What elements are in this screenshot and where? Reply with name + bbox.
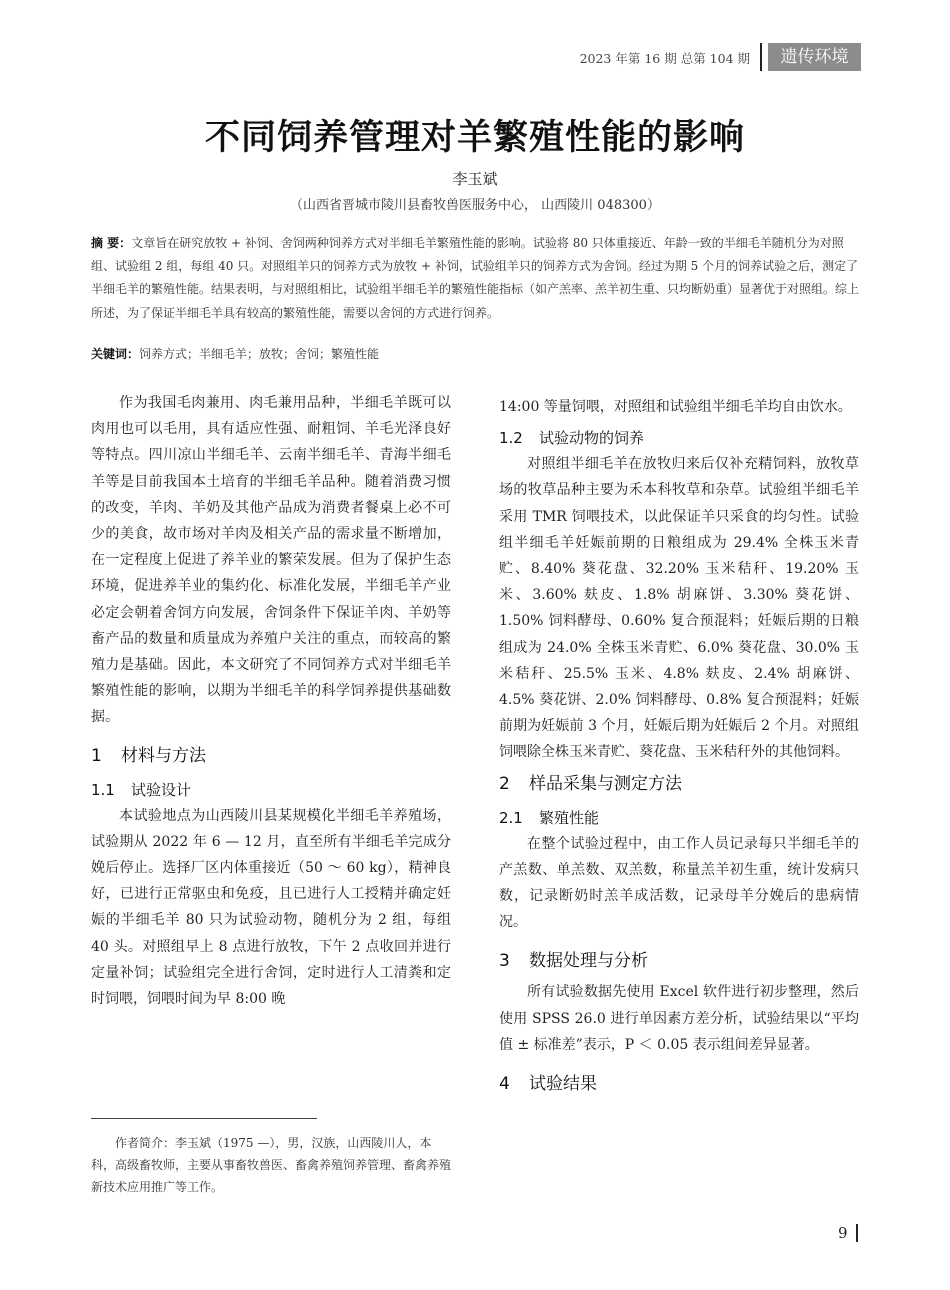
section-2-1-text: 在整个试验过程中，由工作人员记录每只半细毛羊的产羔数、单羔数、双羔数，称量羔羊初生重，统计发病只数，记录断奶时羔羊成活数，记录母羊分娩后的患病情况。 (499, 835, 859, 931)
abstract (91, 232, 861, 325)
intro-paragraph: 作为我国毛肉兼用、肉毛兼用品种，半细毛羊既可以肉用也可以毛用，具有适应性强、耐粗饲、羊毛光泽良好等特点。四川凉山半细毛羊、云南半细毛羊、青海半细毛羊等是目前我国本土培育的半细毛羊品种。随着消费习惯的改变，羊肉、羊奶及其他产品成为消费者餐桌上必不可少的美食，故市场对羊肉及相关产品的需求量不断增加，在一定程度上促进了养羊业的繁荣发展。但为了保护生态环境，促进养羊业的集约化、标准化发展，半细毛羊产业必定会朝着舍饲方向发展，舍饲条件下保证羊肉、羊奶等畜产品的数量和质量成为养殖户关注的重点，而较高的繁殖力是基础。因此，本文研究了不同饲养方式对半细毛羊繁殖性能的影响，以期为半细毛羊的科学饲养提供基础数据。 (91, 395, 451, 726)
article-title: 不同饲养管理对羊繁殖性能的影响 (204, 118, 745, 158)
footnote-divider (91, 1118, 317, 1119)
section-tag: 遗传环境 (768, 43, 861, 71)
issue-info: 2023 年第 16 期 总第 104 期 (579, 51, 750, 66)
author-footnote: 作者简介：李玉斌（1975 —），男，汉族，山西陵川人，本科，高级畜牧师，主要从事畜牧兽医、畜禽养殖饲养管理、畜禽养殖新技术应用推广等工作。 (91, 1136, 452, 1194)
keywords-label: 关键词： (91, 347, 140, 361)
author: 李玉斌 (452, 170, 498, 188)
left-column (91, 390, 451, 1012)
section-2-1-heading: 2.1 繁殖性能 (499, 808, 600, 827)
affiliation: （山西省晋城市陵川县畜牧兽医服务中心， 山西陵川 048300） (290, 198, 660, 213)
keywords (91, 344, 861, 364)
section-1-2-heading: 1.2 试验动物的饲养 (499, 429, 645, 448)
section-3-heading: 3 数据处理与分析 (499, 951, 648, 972)
page-number-bar (856, 1224, 858, 1242)
page-number: 9 (838, 1224, 848, 1242)
right-column (499, 394, 859, 1097)
section-4-heading: 4 试验结果 (499, 1074, 597, 1095)
abstract-text: 文章旨在研究放牧 + 补饲、舍饲两种饲养方式对半细毛羊繁殖性能的影响。试验将 80 只体重接近、年龄一致的半细毛羊随机分为对照组、试验组 2 组，每组 40 只。对照组羊只的饲养方式为放牧 + 补饲，试验组羊只的饲养方式为舍饲。经过为期 5 个月的饲养试验之后，测定了半细毛羊的繁殖性能。结果表明，与对照组相比，试验组半细毛羊的繁殖性能指标（如产羔率、羔羊初生重、只均断奶重）显著优于对照组。综上所述，为了保证半细毛羊具有较高的繁殖性能，需要以舍饲的方式进行饲养。 (91, 236, 860, 320)
section-1-heading: 1 材料与方法 (91, 745, 206, 766)
keywords-text: 饲养方式；半细毛羊；放牧；舍饲；繁殖性能 (139, 347, 380, 361)
section-1-2-text: 对照组半细毛羊在放牧归来后仅补充精饲料，放牧草场的牧草品种主要为禾本科牧草和杂草。试验组半细毛羊采用 TMR 饲喂技术，以此保证羊只采食的均匀性。试验组半细毛羊妊娠前期的日粮组成为 29.4% 全株玉米青贮、8.40% 葵花盘、32.20% 玉米秸秆、19.20% 玉米、3.60% 麸皮、1.8% 胡麻饼、3.30% 葵花饼、1.50% 饲料酵母、0.60% 复合预混料；妊娠后期的日粮组成为 24.0% 全株玉米青贮、6.0% 葵花盘、30.0% 玉米秸秆、25.5% 玉米、4.8% 麸皮、2.4% 胡麻饼、4.5% 葵花饼、2.0% 饲料酵母、0.8% 复合预混料；妊娠前期为妊娠前 3 个月，妊娠后期为妊娠后 2 个月。对照组饲喂除全株玉米青贮、葵花盘、玉米秸秆外的其他饲料。 (499, 456, 859, 761)
section-1-1-heading: 1.1 试验设计 (91, 780, 192, 799)
section-1-1-text-cont: 14:00 等量饲喂，对照组和试验组半细毛羊均自由饮水。 (499, 399, 852, 415)
header-divider (760, 43, 762, 71)
section-1-1-text: 本试验地点为山西陵川县某规模化半细毛羊养殖场，试验期从 2022 年 6 — 12 月，直至所有半细毛羊完成分娩后停止。选择厂区内体重接近（50 ～ 60 kg），精神良好，已进行正常驱虫和免疫，且已进行人工授精并确定妊娠的半细毛羊 80 只为试验动物，随机分为 2 组，每组 40 头。对照组早上 8 点进行放牧，下午 2 点收回并进行定量补饲；试验组完全进行舍饲，定时进行人工清粪和定时饲喂，饲喂时间为早 8:00 晚 (91, 807, 451, 1008)
section-2-heading: 2 样品采集与测定方法 (499, 773, 682, 794)
abstract-label: 摘 要： (91, 236, 132, 250)
section-3-text: 所有试验数据先使用 Excel 软件进行初步整理，然后使用 SPSS 26.0 进行单因素方差分析，试验结果以“平均值 ± 标准差”表示，P ＜ 0.05 表示组间差异显著。 (499, 984, 859, 1053)
